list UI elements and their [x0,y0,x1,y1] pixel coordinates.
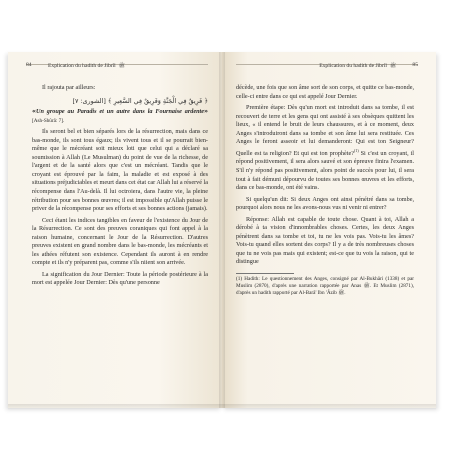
running-title [48,62,125,70]
page-number: 84 [26,62,32,68]
running-title-text: Explication du hadith de Jibrîl [319,63,387,69]
footnote-text: . Et Muslim (2871), d'après un hadith rapporté par Al-Barâ' Ibn 'Âzib [236,282,414,296]
honorific-seal: ﷺ [389,63,396,69]
paragraph-text: Si c'est un croyant, il répond positivement, il sera alors sauvé et son épreuve finira l'examen. S'il n'y répond pas positivement, alors point de succès pour lui, il sera tout à fait démuni dépourvu de toutes ses bonnes œuvres et les efforts, dans ce bas-monde, ont été vains. [236,149,415,192]
page-number: 85 [412,62,418,68]
left-page-body [32,84,208,291]
verse-reference: [Ash-Shûrâ: 7]. [32,117,65,124]
paragraph: La signification du Jour Dernier: Toute la période postérieure à la mort est appelée Jour Dernier: Dès qu'une personne [32,270,208,287]
running-title-text: Explication du hadith de Jibrîl [48,63,116,69]
running-title [319,62,396,70]
right-page-body [236,84,414,296]
book-gutter [219,52,225,408]
right-page [222,52,436,408]
arabic-verse: ﴿ فَرِيقٌ فِي الْجَنَّةِ وَفَرِيقٌ فِي السَّعِيرِ ﴾ [الشورى: ٧] [72,96,208,105]
footnote-text: Hadith: Le questionnement des Anges, consigné par Al-Bukhâri (1338) et par Muslim (2870), d'après une narration rapportée par Anas [236,276,415,289]
honorific-seal: ﷺ [338,289,345,296]
paragraph: Si quelqu'un dit: Si deux Anges ont ainsi pénétré dans sa tombe, pourquoi alors nous ne les avons-nous vus ni venir ni entrer? [236,195,414,212]
left-page [8,52,222,408]
paragraph: Réponse: Allah est capable de toute chose. Quant à toi, Allah a dérobé à ta vision d'innombrables choses. Certes, les deux Anges pénètrent dans sa tombe et toi, tu ne les vois pas. Vois-tu les âmes? Vois-tu quand elles sortent des corps? Il y a de très nombreuses choses que tu ne vois pas mais qui existent; est-ce que tu vois la raison, qui te distingue [236,215,414,266]
page-shadow [8,404,436,410]
paragraph [236,104,414,193]
honorific-seal: ﷺ [118,63,125,69]
footnote-marker: (1) [353,147,359,153]
intro-line: Il rajouta par ailleurs: [42,84,96,91]
footnote-divider [236,273,294,274]
verse-translation: «Un groupe au Paradis et un autre dans la Fournaise ardente» [Ash-Shûrâ: 7]. [32,108,208,124]
paragraph: Ils seront bel et bien séparés lors de la résurrection, mais dans ce bas-monde, ils sont tous égaux; ils vivent tous et il se pourrait bien-même que le mécréant soit mieux loti que celui qui a déclaré sa soumission à Allah (Le Musulman) du point de vue de la richesse, de l'argent et de la santé alors que c'est un mécréant. Tandis que le croyant est éprouvé par la faim, la maladie et est exposé à des situations préjudiciables et meurt dans cet état car Allah lui a réservé la récompense dans l'Au-delà. Il lui octroiera, dans l'autre vie, la pleine rétribution pour ses bonnes œuvres; il est impossible qu'Allah puisse le priver de la récompense pour ses efforts et ses bonnes actions (jamais). [32,128,208,213]
footnote-text: . [344,289,346,296]
paragraph: décède, une fois que son âme sort de son corps, et quitte ce bas-monde, celle-ci entre dans ce qui est appelé Jour Dernier. [236,84,414,100]
footnote-number: (1) [236,276,243,282]
paragraph-text: Première étape: Dès qu'un mort est introduit dans sa tombe, il est recouvert de terre et les gens qui ont assisté à ses obsèques quittent les lieux, « il entend le bruit de leurs chaussures, et à ce moment, deux Anges s'introduiront dans sa tombe et son âme lui sera restituée. Ces Anges le feront asseoir et lui demanderont: Qui est ton Seigneur? Quelle est ta religion? Et qui est ton prophète? [236,104,414,157]
footnote [236,276,414,296]
left-page-header [26,62,208,69]
paragraph: Ceci étant les indices tangibles en faveur de l'existence du Jour de la Résurrection. Ce sont des preuves coraniques qui font appel à la raison humaine, concernant le Jour de la Résurrection. D'autres preuves existent en grand nombre dans le bas-monde, les mécréants et les athées réfutent son existence. Cependant ils auront à en rendre compte et ils n'y préparent pas, comme s'ils niient son arrivée. [32,216,208,267]
verse-text: Un groupe au Paradis et un autre dans la Fournaise ardente [36,108,204,116]
right-page-header [236,62,418,69]
honorific-seal: ﷺ [363,282,370,289]
